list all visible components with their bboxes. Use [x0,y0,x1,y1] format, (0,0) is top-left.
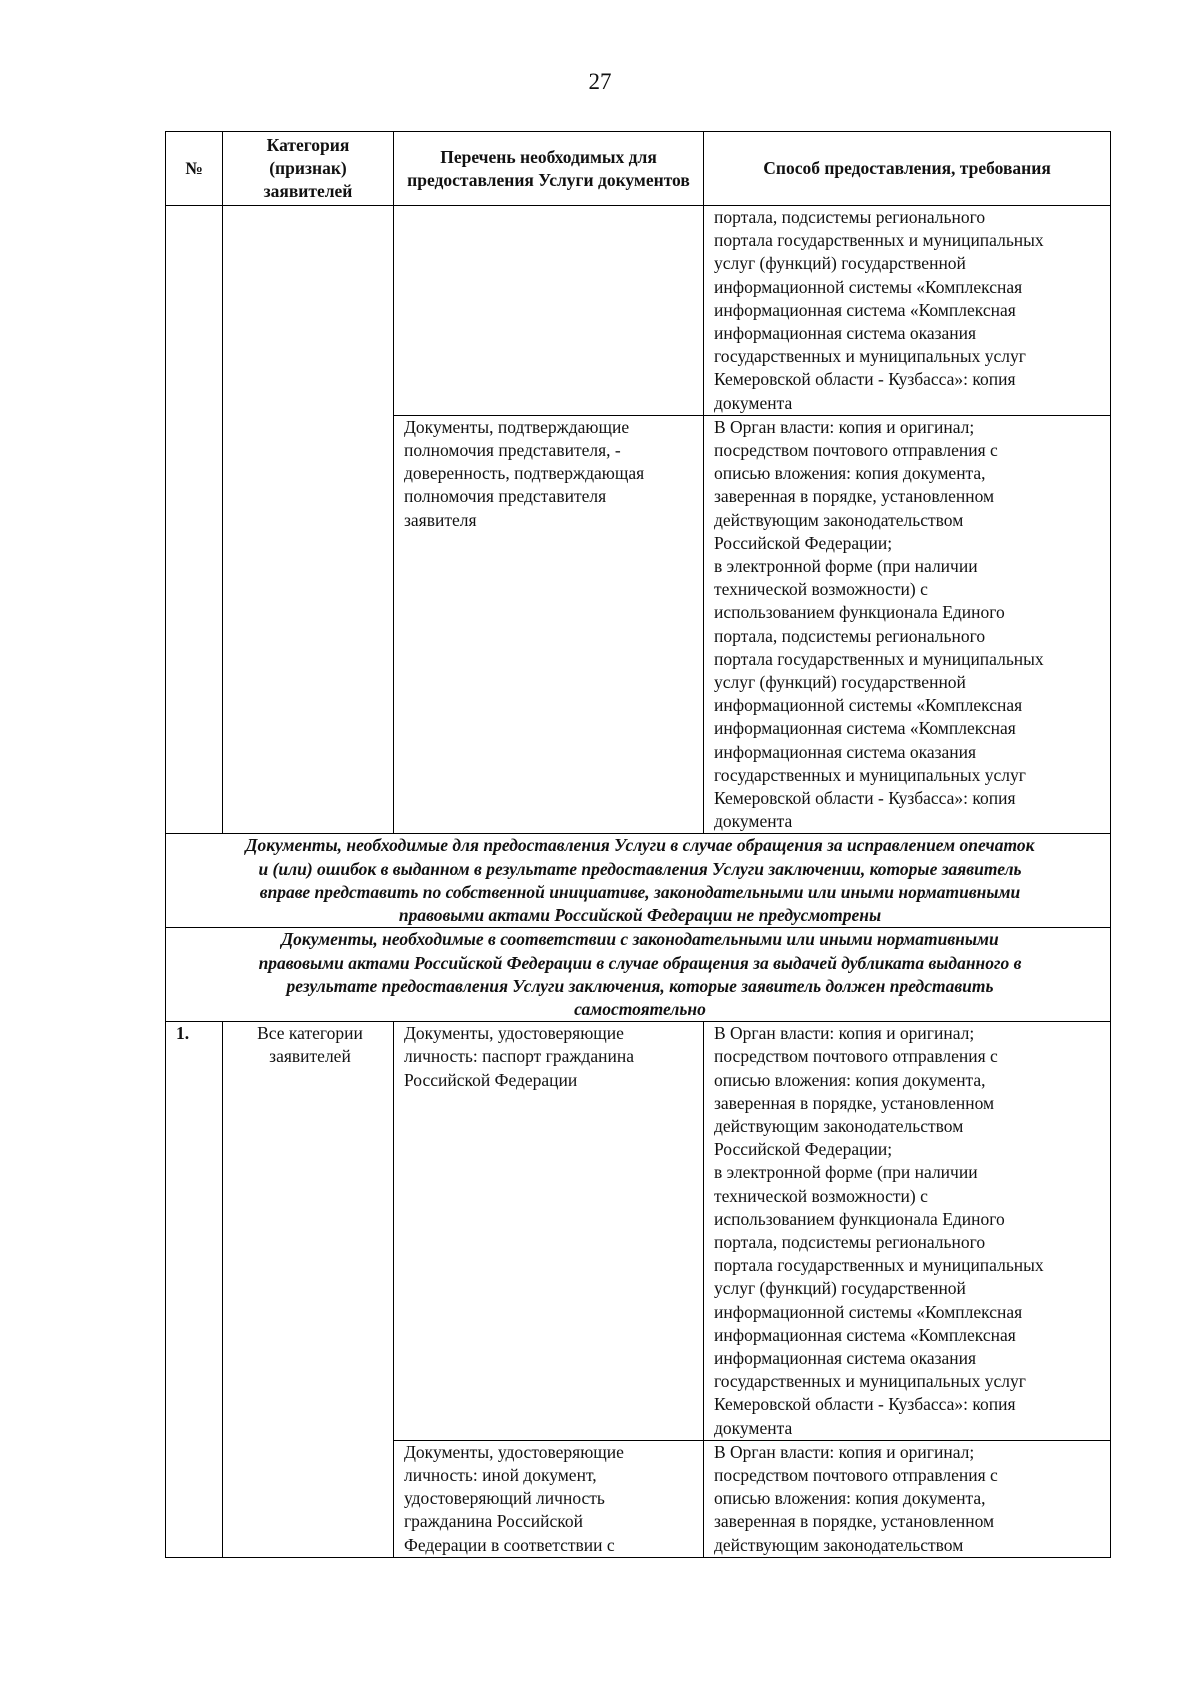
section-heading-duplicate: Документы, необходимые в соответствии с законодательными или иными нормативными правовыми актами Российской Федерации в случае обращения за выдачей дубликата выданного в результате предоставления Услуги заключения, которые заявитель должен представить самостоятельно [166,928,1111,1022]
section-heading-corrections: Документы, необходимые для предоставления Услуги в случае обращения за исправлением опечаток и (или) ошибок в выданном в результате предоставления Услуги заключении, которые заявитель вправе представить по собственной инициативе, законодательными или иными нормативными правовыми актами Российской Федерации не предусмотрены [166,834,1111,928]
cell-document-proxy: Документы, подтверждающие полномочия представителя, - доверенность, подтверждающая полномочия представителя заявителя [394,415,704,834]
header-method: Способ предоставления, требования [704,132,1111,206]
cell-document-other-id: Документы, удостоверяющие личность: иной документ, удостоверяющий личность гражданина Российской Федерации в соответствии с [394,1440,704,1557]
header-num: № [166,132,223,206]
cell-category: Все категории заявителей [223,1022,394,1558]
cell-document-passport: Документы, удостоверяющие личность: паспорт гражданина Российской Федерации [394,1022,704,1441]
cell-category-empty [223,206,394,834]
cell-num-empty [166,206,223,834]
header-category: Категория (признак) заявителей [223,132,394,206]
table-row [166,1022,1111,1441]
cell-method-continuation: портала, подсистемы регионального портала государственных и муниципальных услуг (функций) государственной информационной системы «Комплексная информационная система «Комплексная информационная система оказания государственных и муниципальных услуг Кемеровской области - Кузбасса»: копия документа [704,206,1111,416]
cell-method-proxy: В Орган власти: копия и оригинал; посредством почтового отправления с описью вложения: копия документа, заверенная в порядке, установленном действующим законодательством Российской Федерации; в электронной форме (при наличии технической возможности) с использованием функционала Единого портала, подсистемы регионального портала государственных и муниципальных услуг (функций) государственной информационной системы «Комплексная информационная система «Комплексная информационная система оказания государственных и муниципальных услуг Кемеровской области - Кузбасса»: копия документа [704,415,1111,834]
cell-document-empty [394,206,704,416]
section-row [166,928,1111,1022]
documents-table [165,131,1111,1558]
cell-method-other-id: В Орган власти: копия и оригинал; посредством почтового отправления с описью вложения: копия документа, заверенная в порядке, установленном действующим законодательством [704,1440,1111,1557]
table-header-row [166,132,1111,206]
page-number: 27 [588,69,612,94]
table-row [166,206,1111,416]
cell-num: 1. [166,1022,223,1558]
section-row [166,834,1111,928]
header-documents: Перечень необходимых для предоставления Услуги документов [394,132,704,206]
cell-method-passport: В Орган власти: копия и оригинал; посредством почтового отправления с описью вложения: копия документа, заверенная в порядке, установленном действующим законодательством Российской Федерации; в электронной форме (при наличии технической возможности) с использованием функционала Единого портала, подсистемы регионального портала государственных и муниципальных услуг (функций) государственной информационной системы «Комплексная информационная система «Комплексная информационная система оказания государственных и муниципальных услуг Кемеровской области - Кузбасса»: копия документа [704,1022,1111,1441]
